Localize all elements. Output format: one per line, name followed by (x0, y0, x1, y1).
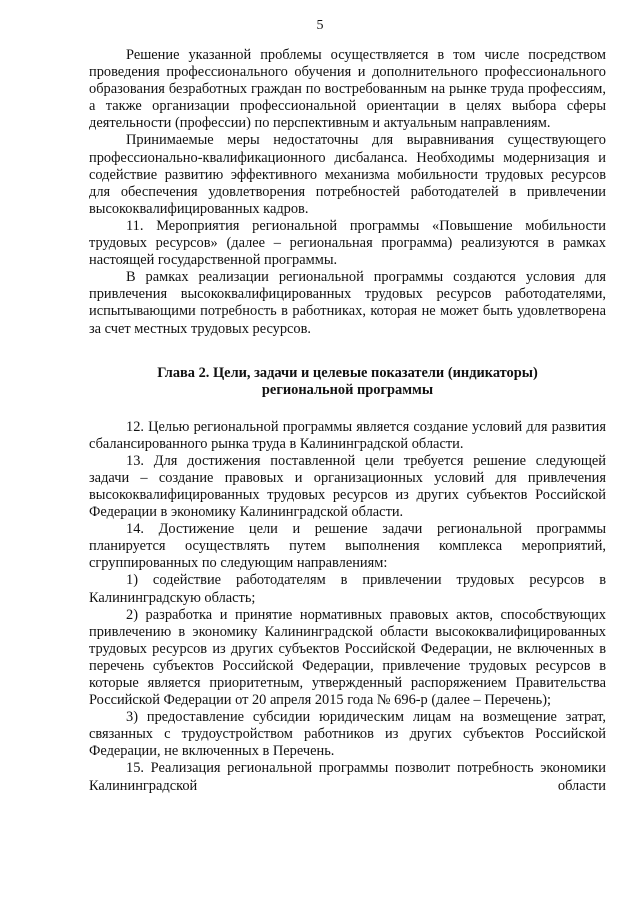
page-number: 5 (316, 18, 324, 33)
paragraph-problem-solution: Решение указанной проблемы осуществляется в том числе посредством проведения профессионального обучения и дополнительного профессионального образования безработных граждан по востребованным на рынке труда профессиям, а также организации профессиональной ориентации в целях выбора сферы деятельности (профессии) по перспективным и актуальным направлениям. (89, 47, 606, 132)
chapter-heading-line-1: Глава 2. Цели, задачи и целевые показатели (индикаторы) (157, 364, 538, 381)
paragraph-item-14: 14. Достижение цели и решение задачи региональной программы планируется осуществлять путем выполнения комплекса мероприятий, сгруппированных по следующим направлениям: (89, 521, 606, 572)
paragraph-direction-2: 2) разработка и принятие нормативных правовых актов, способствующих привлечению в экономику Калининградской области высококвалифицированных трудовых ресурсов из других субъектов Российской Федерации, не включенных в перечень субъектов Российской Федерации, привлечение трудовых ресурсов в которые является приоритетным, утвержденный распоряжением Правительства Российской Федерации от 20 апреля 2015 года № 696-р (далее – Перечень); (89, 606, 606, 709)
chapter-heading-line-2: региональной программы (261, 382, 434, 399)
paragraph-measures-insufficient: Принимаемые меры недостаточны для выравнивания существующего профессионально-квалификационного дисбаланса. Необходимы модернизация и содействие развитию эффективного механизма мобильности трудовых ресурсов для обеспечения удовлетворения потребностей работодателей в привлечении высококвалифицированных кадров. (89, 132, 606, 217)
paragraph-direction-1: 1) содействие работодателям в привлечении трудовых ресурсов в Калининградскую область; (89, 572, 606, 606)
paragraph-item-11: 11. Мероприятия региональной программы «Повышение мобильности трудовых ресурсов» (далее – региональная программа) реализуются в рамках настоящей государственной программы. (89, 217, 606, 269)
chapter-heading (89, 365, 606, 400)
paragraph-conditions: В рамках реализации региональной программы создаются условия для привлечения высококвалифицированных трудовых ресурсов работодателями, испытывающими потребность в работниках, которая не может быть удовлетворена за счет местных трудовых ресурсов. (89, 269, 606, 337)
document-body (89, 47, 606, 795)
paragraph-direction-3: 3) предоставление субсидии юридическим лицам на возмещение затрат, связанных с трудоустройством работников из других субъектов Российской Федерации, не включенных в Перечень. (89, 709, 606, 760)
paragraph-item-15: 15. Реализация региональной программы позволит потребность экономики Калининградской области (89, 760, 606, 794)
paragraph-item-12: 12. Целью региональной программы является создание условий для развития сбалансированного рынка труда в Калининградской области. (89, 418, 606, 452)
paragraph-item-13: 13. Для достижения поставленной цели требуется решение следующей задачи – создание правовых и организационных условий для привлечения высококвалифицированных трудовых ресурсов из других субъектов Российской Федерации в экономику Калининградской области. (89, 452, 606, 521)
